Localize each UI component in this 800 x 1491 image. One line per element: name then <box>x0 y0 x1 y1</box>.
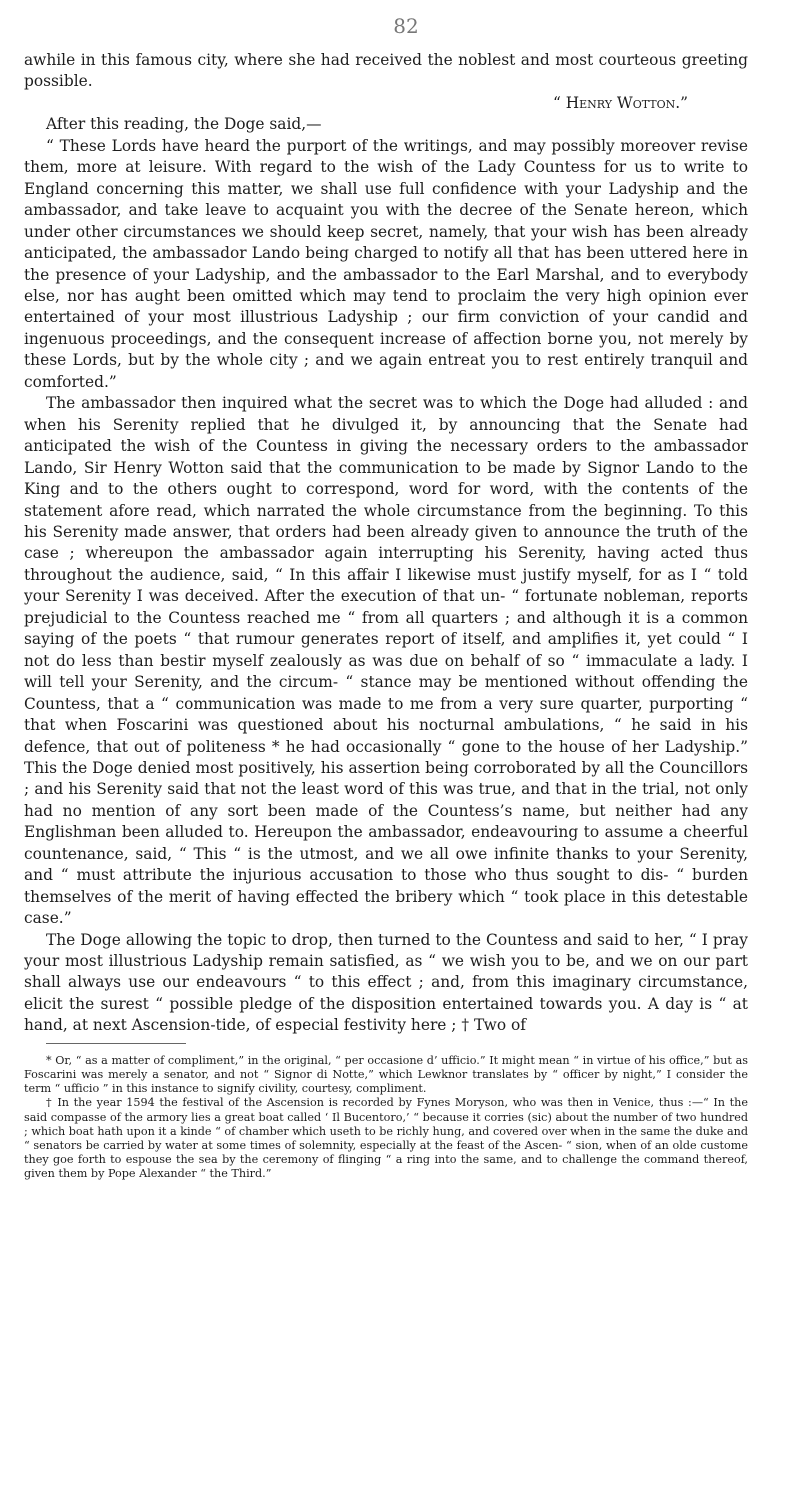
page-number: 82 <box>393 14 419 38</box>
body-text <box>24 50 748 1037</box>
paragraph-doge-to-countess: The Doge allowing the topic to drop, then turned to the Countess and said to her, “ I pray your most illustrious Ladyship remain satisfied, as “ we wish you to be, and we on our part shall always use our endeavours “ to this effect ; and, from this imaginary circumstance, elicit the surest “ possible pledge of the disposition entertained towards you. A day is “ at hand, at next Ascension-tide, of especial festivity here ; † Two of <box>24 930 748 1035</box>
footnote-divider <box>46 1043 186 1044</box>
paragraph-ambassador-inquiry: The ambassador then inquired what the secret was to which the Doge had alluded : and when his Serenity replied that he divulged it, by announcing that the Senate had anticipated the wish of the Countess in giving the necessary orders to the ambassador Lando, Sir Henry Wotton said that the communication to be made by Signor Lando to the King and to the others ought to correspond, word for word, with the contents of the statement afore read, which narrated the whole circumstance from the beginning. To this his Serenity made answer, that orders had been already given to announce the truth of the case ; whereupon the ambassador again interrupting his Serenity, having acted thus throughout the audience, said, “ In this affair I likewise must justify myself, for as I “ told your Serenity I was deceived. After the execution of that un- “ fortunate nobleman, reports prejudicial to the Countess reached me “ from all quarters ; and although it is a common saying of the poets “ that rumour generates report of itself, and amplifies it, yet could “ I not do less than bestir myself zealously as was due on behalf of so “ immaculate a lady. I will tell your Serenity, and the circum- “ stance may be mentioned without offending the Countess, that a “ communication was made to me from a very sure quarter, purporting “ that when Foscarini was questioned about his nocturnal ambulations, “ he said in his defence, that out of politeness * he had occasionally “ gone to the house of her Ladyship.” This the Doge denied most positively, his assertion being corroborated by all the Councillors ; and his Serenity said that not the least word of this was true, and that in the trial, not only had no mention of any sort been made of the Countess’s name, but neither had any Englishman been alluded to. Hereupon the ambassador, endeavouring to assume a cheerful countenance, said, “ This “ is the utmost, and we all owe infinite thanks to your Serenity, and “ must attribute the injurious accusation to those who thus sought to dis- “ burden themselves of the merit of having effected the bribery which “ took place in this detestable case.” <box>24 394 748 928</box>
footnote-2: † In the year 1594 the festival of the Ascension is recorded by Fynes Moryson, who was then in Venice, thus :—“ In the said compasse of the armory lies a great boat called ‘ Il Bucentoro,’ “ because it corries (sic) about the number of two hundred ; which boat hath upon it a kinde “ of chamber which useth to be richly hung, and covered over when in the same the duke and “ senators be carried by water at some times of solemnity, especially at the feast of the Ascen- “ sion, when of an olde custome they goe forth to espouse the sea by the ceremony of flinging “ a ring into the same, and to challenge the command thereof, given them by Pope Alexander “ the Third.” <box>24 1096 748 1181</box>
paragraph-doge-speech: “ These Lords have heard the purport of the writings, and may possibly moreover revise them, more at leisure. With regard to the wish of the Lady Countess for us to write to England concerning this matter, we shall use full confidence with your Ladyship and the ambassador, and take leave to acquaint you with the decree of the Senate hereon, which under other circumstances we should keep secret, namely, that your wish has been already anticipated, the ambassador Lando being charged to notify all that has been uttered here in the presence of your Ladyship, and the ambassador to the Earl Marshal, and to everybody else, nor has aught been omitted which may tend to proclaim the very high opinion ever entertained of your most illustrious Ladyship ; our firm conviction of your candid and ingenuous proceedings, and the consequent increase of affection borne you, not merely by these Lords, but by the whole city ; and we again entreat you to rest entirely tranquil and comforted.” <box>24 136 748 391</box>
signature-henry-wotton: “ Henry Wotton.” <box>552 93 688 112</box>
footnote-1: * Or, “ as a matter of compliment,” in the original, “ per occasione d’ ufficio.” It might mean “ in virtue of his office,” but as Foscarini was merely a senator, and not “ Signor di Notte,” which Lewknor translates by “ officer by night,” I consider the term “ ufficio ” in this instance to signify civility, courtesy, compliment. <box>24 1053 748 1096</box>
paragraph-letter-closing: awhile in this famous city, where she had received the noblest and most courteous greeting possible. <box>24 51 748 91</box>
paragraph-doge-said: After this reading, the Doge said,— <box>46 115 322 134</box>
footnotes <box>24 1054 748 1182</box>
